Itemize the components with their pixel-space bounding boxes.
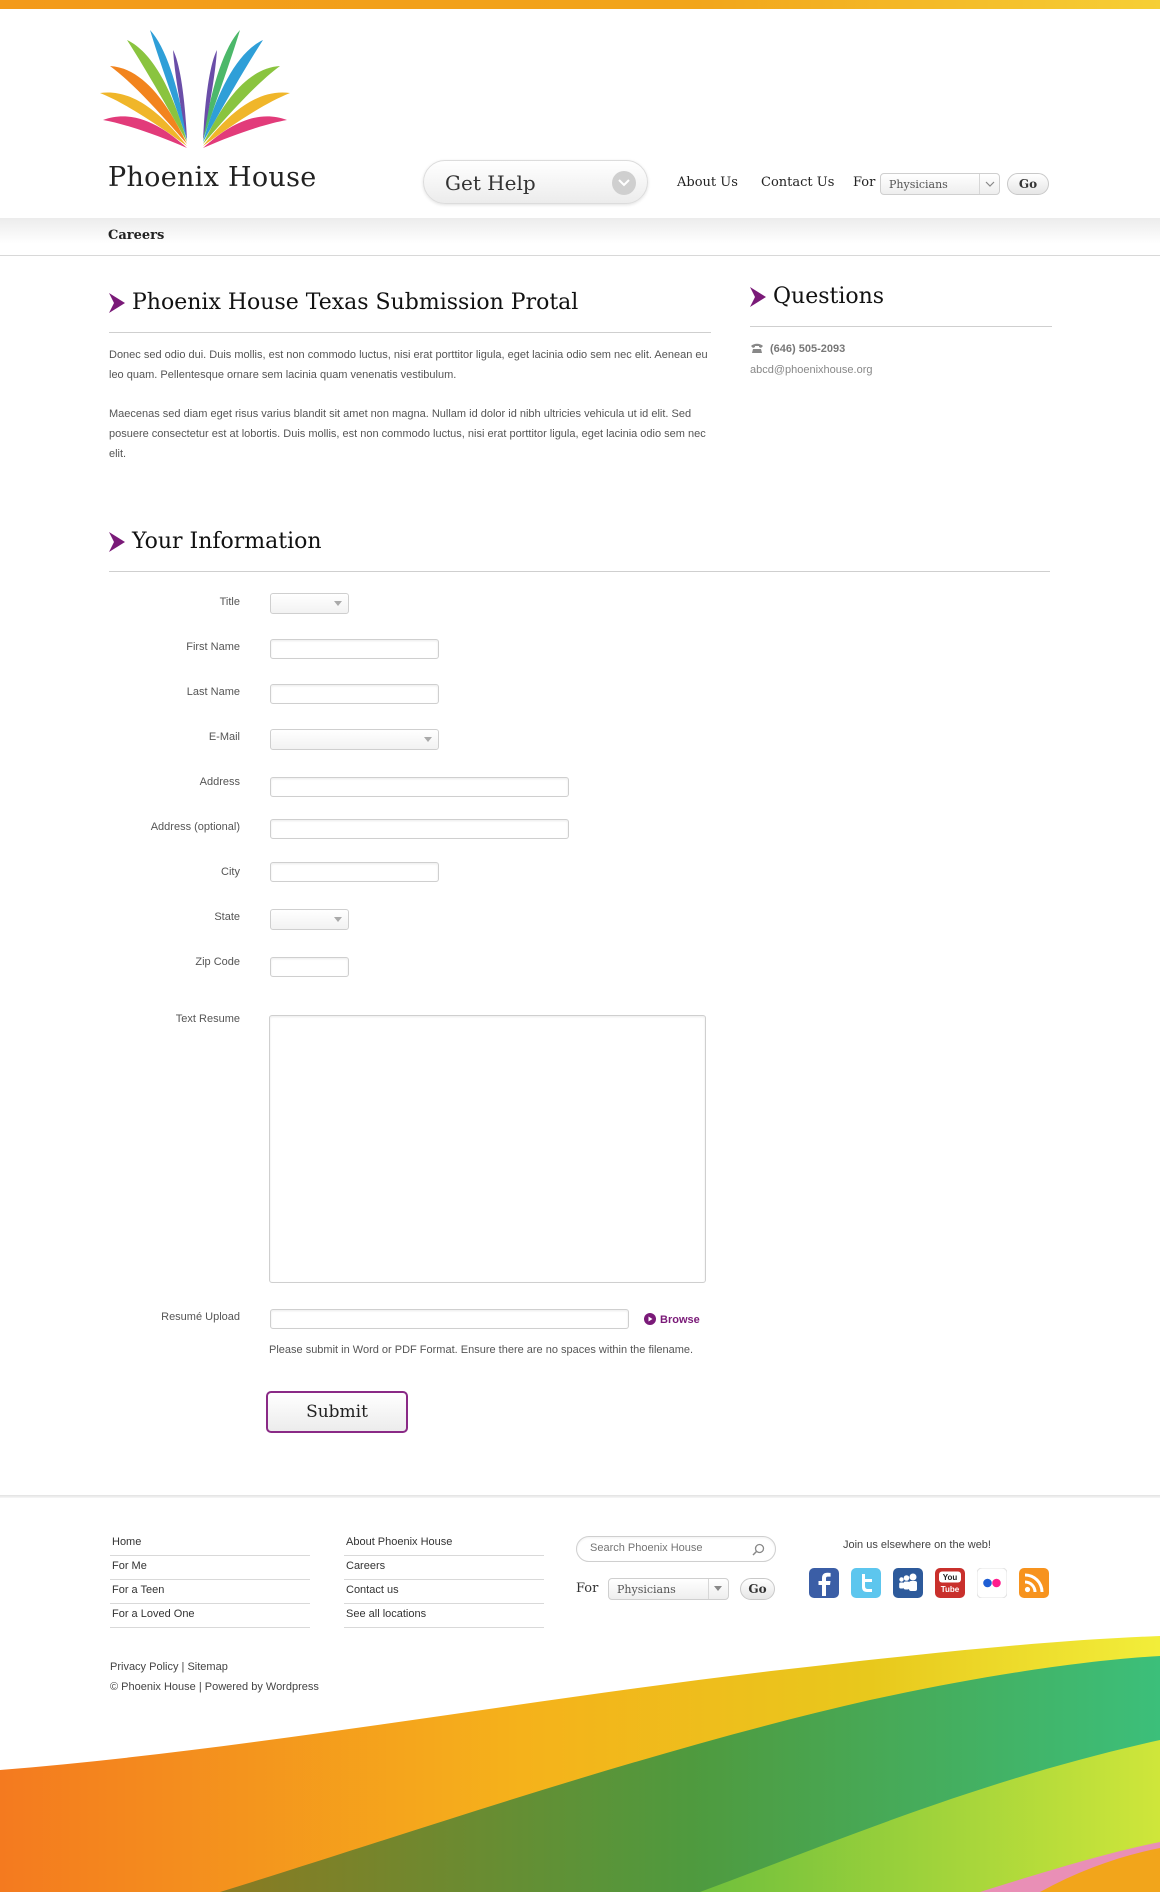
get-help-label: Get Help xyxy=(445,171,536,195)
top-color-stripe xyxy=(0,0,1160,9)
browse-button[interactable] xyxy=(644,1313,700,1326)
intro-paragraph-1: Donec sed odio dui. Duis mollis, est non commodo luctus, nisi erat porttitor ligula, eget lacinia odio sem nec elit. Aenean eu leo quam. Pellentesque ornare sem lacinia quam venenatis vestibulum. xyxy=(109,349,708,381)
arrow-right-icon xyxy=(750,287,766,307)
myspace-icon[interactable] xyxy=(893,1568,923,1598)
footer-link-for-a-loved-one[interactable]: For a Loved One xyxy=(110,1604,310,1628)
phone-icon xyxy=(750,343,764,354)
address-optional-label: Address (optional) xyxy=(150,821,240,833)
first-name-field[interactable] xyxy=(270,639,439,659)
contact-phone xyxy=(750,343,845,355)
city-label: City xyxy=(221,866,240,878)
text-resume-label: Text Resume xyxy=(175,1013,240,1025)
chevron-down-icon xyxy=(612,171,636,195)
title-label: Title xyxy=(219,596,240,608)
footer-link-locations[interactable]: See all locations xyxy=(344,1604,544,1628)
state-select[interactable] xyxy=(270,909,349,930)
legal-links: Privacy Policy | Sitemap xyxy=(110,1661,228,1673)
footer-search xyxy=(576,1536,776,1562)
last-name-label: Last Name xyxy=(186,686,240,698)
chevron-down-icon xyxy=(979,174,999,194)
audience-for-label: For xyxy=(853,175,876,190)
address-label: Address xyxy=(199,776,240,788)
footer-divider xyxy=(0,1495,1160,1498)
email-label: E-Mail xyxy=(208,731,240,743)
intro-paragraph-2: Maecenas sed diam eget risus varius blandit sit amet non magna. Nullam id dolor id nibh ultricies vehicula ut id elit. Sed posuere consectetur est at lobortis. Duis mollis, est non commodo luctus, nisi erat porttitor ligula, eget lacinia odio sem nec elit. xyxy=(109,408,706,460)
form-title: Your Information xyxy=(132,529,322,554)
footer-audience-value: Physicians xyxy=(617,1583,676,1596)
breadcrumb[interactable]: Careers xyxy=(108,228,165,243)
footer-link-careers[interactable]: Careers xyxy=(344,1556,544,1580)
search-icon[interactable] xyxy=(752,1543,765,1556)
chevron-down-icon xyxy=(334,601,342,606)
footer-link-for-a-teen[interactable]: For a Teen xyxy=(110,1580,310,1604)
your-information-heading xyxy=(109,529,1050,572)
footer-link-about[interactable]: About Phoenix House xyxy=(344,1532,544,1556)
chevron-down-icon xyxy=(424,737,432,742)
breadcrumb-bar xyxy=(0,218,1160,256)
youtube-icon[interactable] xyxy=(935,1568,965,1598)
footer-go-button[interactable]: Go xyxy=(740,1578,775,1600)
phone-number: (646) 505-2093 xyxy=(770,343,846,355)
page-title: Phoenix House Texas Submission Protal xyxy=(132,290,579,315)
nav-contact-us-link[interactable]: Contact Us xyxy=(761,175,835,190)
brand-name: Phoenix House xyxy=(108,162,317,193)
svg-text:Tube: Tube xyxy=(940,1585,960,1594)
audience-select-value: Physicians xyxy=(889,178,948,191)
footer-for-label: For xyxy=(576,1581,599,1596)
zip-code-label: Zip Code xyxy=(195,956,240,968)
flickr-icon[interactable] xyxy=(977,1568,1007,1598)
browse-label: Browse xyxy=(660,1314,700,1326)
portal-heading xyxy=(109,290,711,333)
last-name-field[interactable] xyxy=(270,684,439,704)
audience-select[interactable] xyxy=(880,173,1000,195)
sitemap-link[interactable]: Sitemap xyxy=(187,1661,228,1673)
footer-link-contact[interactable]: Contact us xyxy=(344,1580,544,1604)
text-resume-textarea[interactable] xyxy=(269,1015,706,1283)
footer-link-home[interactable]: Home xyxy=(110,1532,310,1556)
get-help-button[interactable] xyxy=(423,160,648,204)
first-name-label: First Name xyxy=(186,641,240,653)
resume-upload-field[interactable] xyxy=(270,1309,629,1329)
arrow-right-icon xyxy=(109,532,125,552)
address-optional-field[interactable] xyxy=(270,819,569,839)
footer-audience-select[interactable] xyxy=(608,1578,729,1600)
city-field[interactable] xyxy=(270,862,439,882)
copyright-text: © Phoenix House | Powered by Wordpress xyxy=(110,1681,319,1693)
upload-note: Please submit in Word or PDF Format. Ensure there are no spaces within the filename. xyxy=(269,1344,694,1356)
phoenix-wings-logo-icon xyxy=(100,28,290,153)
nav-about-us-link[interactable]: About Us xyxy=(677,175,738,190)
rss-icon[interactable] xyxy=(1019,1568,1049,1598)
resume-upload-label: Resumé Upload xyxy=(161,1311,240,1323)
contact-email-link[interactable]: abcd@phoenixhouse.org xyxy=(750,364,873,376)
footer-links-col-1 xyxy=(110,1532,310,1628)
twitter-icon[interactable] xyxy=(851,1568,881,1598)
title-select[interactable] xyxy=(270,593,349,614)
arrow-right-icon xyxy=(109,293,125,313)
footer-search-input[interactable] xyxy=(590,1542,740,1554)
decorative-color-swoosh xyxy=(0,1630,1160,1892)
join-us-text: Join us elsewhere on the web! xyxy=(843,1539,991,1551)
chevron-down-icon xyxy=(708,1579,728,1599)
email-select[interactable] xyxy=(270,729,439,750)
zip-code-field[interactable] xyxy=(270,957,349,977)
svg-text:You: You xyxy=(942,1573,958,1582)
address-field[interactable] xyxy=(270,777,569,797)
questions-heading xyxy=(750,284,1052,327)
submit-button[interactable]: Submit xyxy=(266,1391,408,1433)
footer-links-col-2 xyxy=(344,1532,544,1628)
footer-link-for-me[interactable]: For Me xyxy=(110,1556,310,1580)
privacy-policy-link[interactable]: Privacy Policy xyxy=(110,1661,179,1673)
questions-title: Questions xyxy=(773,284,885,309)
phoenix-house-logo[interactable] xyxy=(100,28,317,198)
play-circle-icon xyxy=(644,1313,656,1325)
header-go-button[interactable]: Go xyxy=(1007,173,1049,195)
chevron-down-icon xyxy=(334,917,342,922)
state-label: State xyxy=(214,911,240,923)
facebook-icon[interactable] xyxy=(809,1568,839,1598)
